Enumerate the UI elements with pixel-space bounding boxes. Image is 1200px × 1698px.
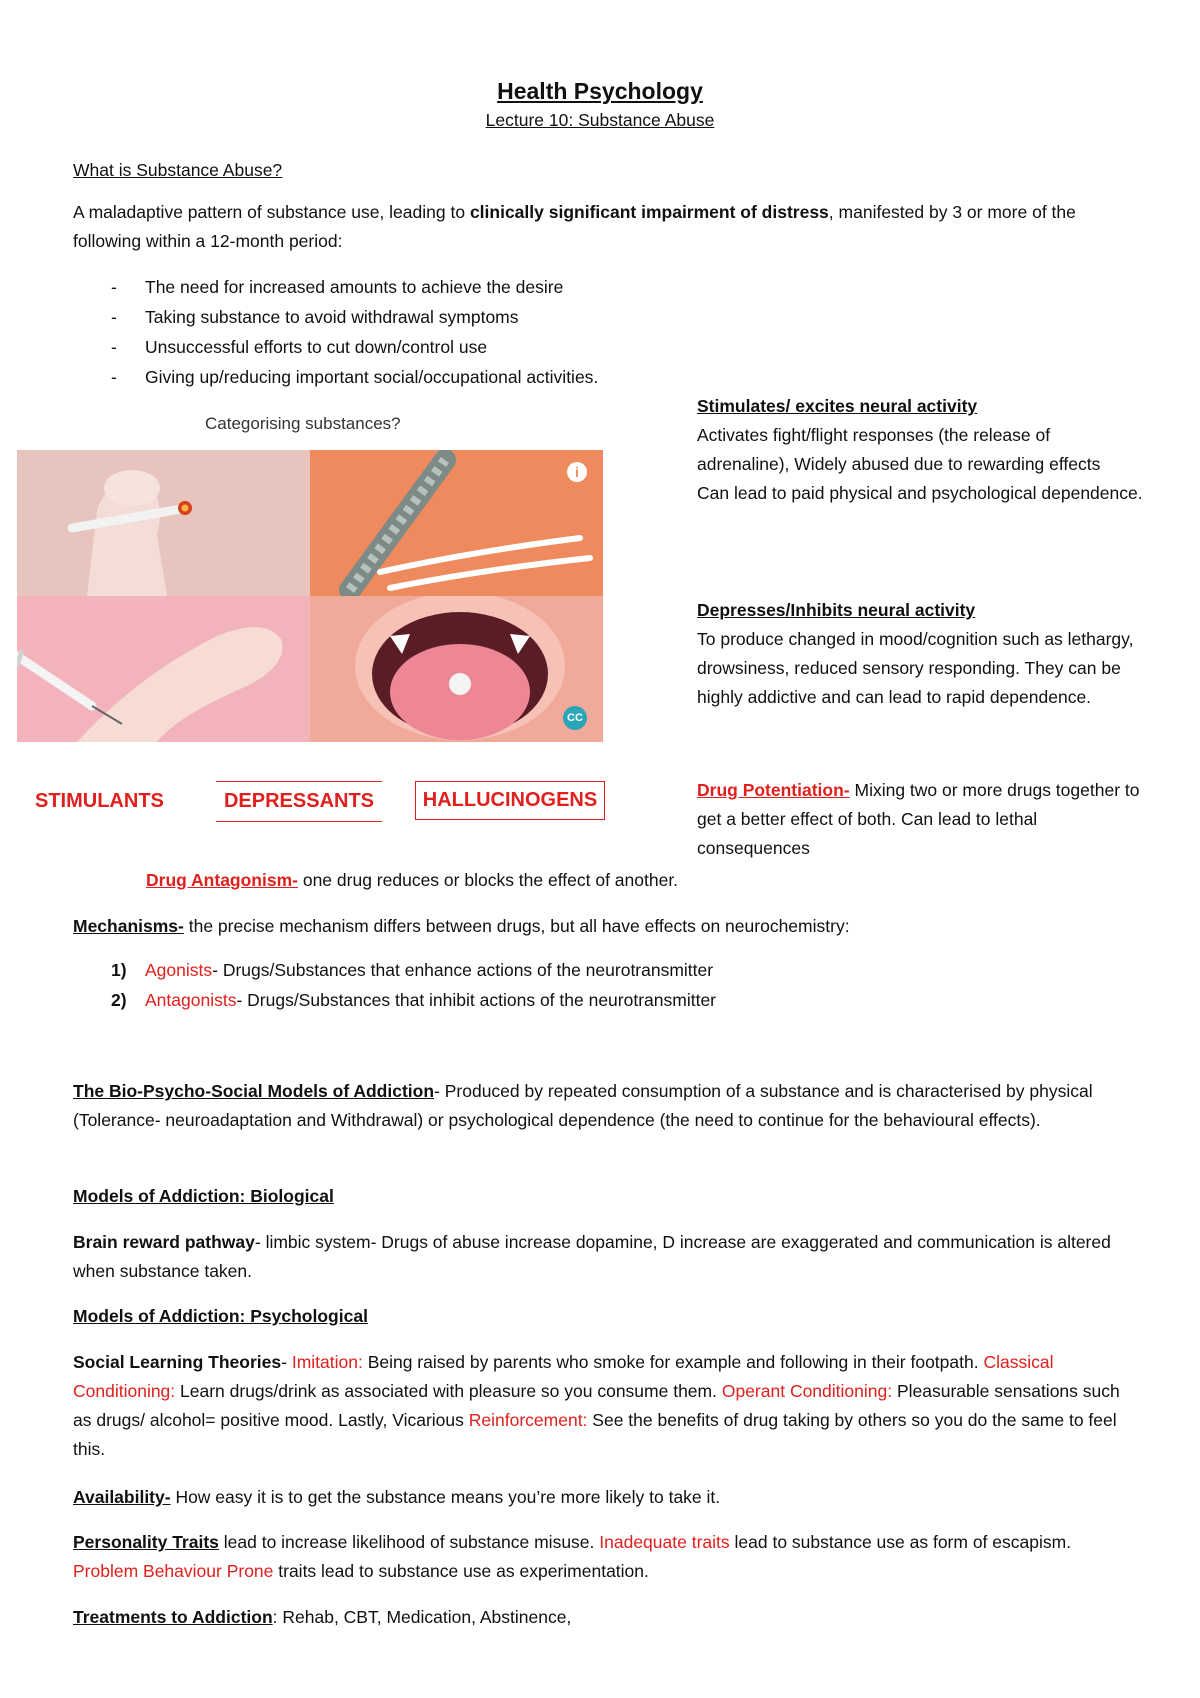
logo: CC <box>563 706 587 730</box>
bullet-mark: - <box>111 337 117 357</box>
availability-term: Availability- <box>73 1487 171 1507</box>
depresses-section <box>697 596 1147 712</box>
inadequate-term: Inadequate traits <box>599 1532 730 1552</box>
potentiation-term: Drug Potentiation- <box>697 780 850 800</box>
list-item <box>73 302 598 332</box>
depresses-heading: Depresses/Inhibits neural activity <box>697 600 976 620</box>
treatments-term: Treatments to Addiction <box>73 1607 273 1627</box>
biopsychosocial-text: - Produced by repeated consumption of a substance and is characterised by physical (Tolerance- neuroadaptation and Withdrawal) or psychological dependence (the need to continue for the behavioural effects). <box>73 1081 1093 1130</box>
list-item <box>73 955 716 985</box>
list-item <box>73 985 716 1015</box>
biological-text: - limbic system- Drugs of abuse increase dopamine, D increase are exaggerated and communication is altered when substance taken. <box>73 1232 1111 1281</box>
potentiation-text: Mixing two or more drugs together to get a better effect of both. Can lead to lethal consequences <box>697 780 1140 858</box>
substances-figure <box>17 450 603 742</box>
what-heading: What is Substance Abuse? <box>73 160 283 180</box>
list-item-text: - Drugs/Substances that inhibit actions of the neurotransmitter <box>236 990 717 1010</box>
list-item-text: Giving up/reducing important social/occupational activities. <box>145 367 599 387</box>
cigarette-illustration <box>17 450 310 596</box>
brain-reward-term: Brain reward pathway <box>73 1232 255 1252</box>
imitation-term: Imitation: <box>291 1352 363 1372</box>
biological-paragraph <box>73 1228 1133 1286</box>
list-item <box>73 332 598 362</box>
biopsychosocial-term: The Bio-Psycho-Social Models of Addiction <box>73 1081 435 1101</box>
antagonism-paragraph <box>146 866 678 895</box>
list-item <box>73 362 598 392</box>
psychological-paragraph <box>73 1348 1133 1464</box>
classical-term: Classical Conditioning: <box>73 1352 1054 1401</box>
potentiation-paragraph <box>697 776 1147 863</box>
criteria-list <box>73 272 598 392</box>
cigarette-quadrant <box>17 450 310 596</box>
personality-text-2: lead to substance use as form of escapism. <box>729 1532 1072 1552</box>
cocaine-quadrant <box>310 450 603 596</box>
stimulates-section <box>697 392 1147 508</box>
pill-quadrant <box>310 596 603 742</box>
list-item-text: - Drugs/Substances that enhance actions of the neurotransmitter <box>212 960 714 980</box>
classical-text: Learn drugs/drink as associated with pleasure so you consume them. <box>175 1381 722 1401</box>
stimulates-text: Activates fight/flight responses (the release of adrenaline), Widely abused due to rewarding effects <box>697 425 1101 474</box>
mechanisms-paragraph <box>73 912 1133 941</box>
syringe-illustration <box>17 596 310 742</box>
list-number: 2) <box>111 990 127 1010</box>
label-hallucinogens: HALLUCINOGENS <box>415 781 605 820</box>
mechanisms-term: Mechanisms- <box>73 916 184 936</box>
stimulates-heading: Stimulates/ excites neural activity <box>697 396 978 416</box>
bullet-mark: - <box>111 367 117 387</box>
bullet-mark: - <box>111 277 117 297</box>
page-subtitle: Lecture 10: Substance Abuse <box>485 110 715 130</box>
definition-paragraph <box>73 198 1133 256</box>
treatments-text: : Rehab, CBT, Medication, Abstinence, <box>272 1607 572 1627</box>
bullet-mark: - <box>111 307 117 327</box>
mouth-pill-illustration <box>310 596 603 742</box>
list-item <box>73 272 598 302</box>
antagonism-text: one drug reduces or blocks the effect of another. <box>297 870 679 890</box>
slt-term: Social Learning Theories <box>73 1352 282 1372</box>
psychological-heading: Models of Addiction: Psychological <box>73 1306 368 1326</box>
rolled-note-illustration <box>310 450 603 596</box>
depresses-text: To produce changed in mood/cognition such as lethargy, drowsiness, reduced sensory responding. They can be highly addictive and can lead to rapid dependence. <box>697 629 1134 707</box>
imitation-text: Being raised by parents who smoke for example and following in their footpath. <box>362 1352 984 1372</box>
list-number: 1) <box>111 960 127 980</box>
mechanisms-text: the precise mechanism differs between drugs, but all have effects on neurochemistry: <box>183 916 850 936</box>
page-title: Health Psychology <box>497 78 703 104</box>
info-icon[interactable]: i <box>567 462 587 482</box>
biological-heading: Models of Addiction: Biological <box>73 1186 334 1206</box>
antagonists-term: Antagonists <box>145 990 237 1010</box>
reinforcement-term: Reinforcement: <box>468 1410 588 1430</box>
stimulates-text-2: Can lead to paid physical and psychological dependence. <box>697 483 1143 503</box>
personality-text: lead to increase likelihood of substance misuse. <box>218 1532 600 1552</box>
list-item-text: Taking substance to avoid withdrawal symptoms <box>145 307 519 327</box>
operant-term: Operant Conditioning: <box>721 1381 893 1401</box>
definition-bold: clinically significant impairment of distress <box>469 202 829 222</box>
treatments-paragraph <box>73 1603 1133 1632</box>
list-item-text: Unsuccessful efforts to cut down/control use <box>145 337 488 357</box>
antagonism-term: Drug Antagonism- <box>146 870 298 890</box>
list-item-text: The need for increased amounts to achieve the desire <box>145 277 564 297</box>
label-stimulants: STIMULANTS <box>35 790 164 812</box>
agonists-term: Agonists <box>145 960 213 980</box>
biopsychosocial-paragraph <box>73 1077 1133 1135</box>
availability-paragraph <box>73 1483 1133 1512</box>
personality-text-3: traits lead to substance use as experimentation. <box>273 1561 649 1581</box>
label-depressants: DEPRESSANTS <box>216 781 382 822</box>
reinforcement-text: See the benefits of drug taking by others so you do the same to feel this. <box>73 1410 1117 1459</box>
operant-text: Pleasurable sensations such as drugs/ alcohol= positive mood. Lastly, Vicarious <box>73 1381 1120 1430</box>
figure-caption: Categorising substances? <box>205 414 401 433</box>
slt-dash: - <box>281 1352 292 1372</box>
injection-quadrant <box>17 596 310 742</box>
definition-text: A maladaptive pattern of substance use, leading to <box>73 202 470 222</box>
availability-text: How easy it is to get the substance means you’re more likely to take it. <box>170 1487 721 1507</box>
definition-text-end: , manifested by 3 or more of the following within a 12-month period: <box>73 202 1076 251</box>
personality-paragraph <box>73 1528 1133 1586</box>
personality-term: Personality Traits <box>73 1532 219 1552</box>
problem-behaviour-term: Problem Behaviour Prone <box>73 1561 274 1581</box>
mechanisms-list <box>73 955 716 1015</box>
